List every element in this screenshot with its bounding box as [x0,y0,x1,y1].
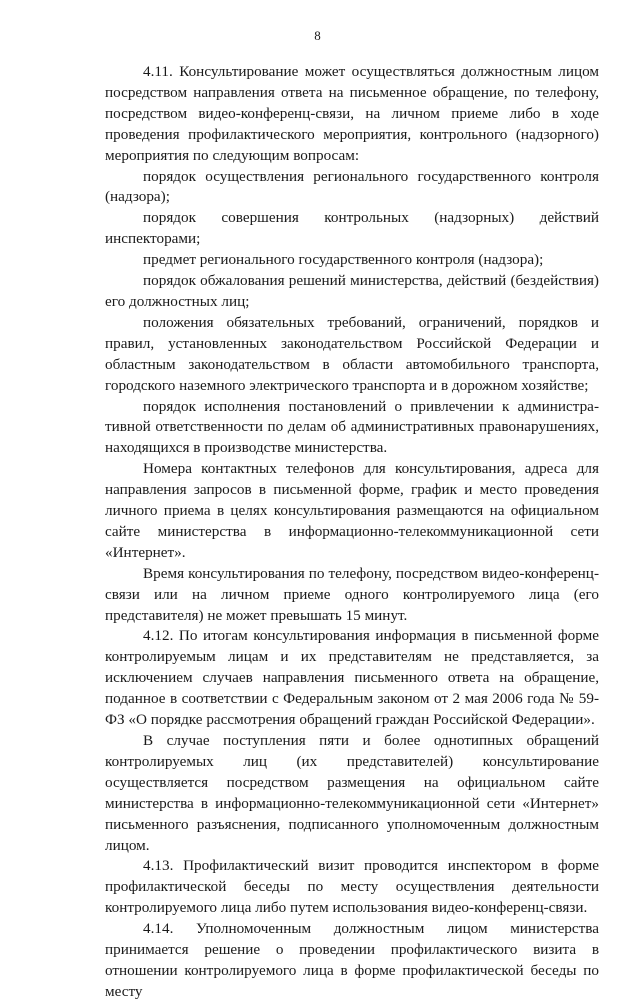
list-item-appeal-procedure: порядок обжалования решений министерства, действий (бездействия) его должностных лиц; [105,272,599,310]
list-item-control-subject: предмет регионального государственного контроля (надзора); [143,251,544,269]
list-item-mandatory-requirements: положения обязательных требований, ограничений, порядков и правил, установленных законодательством Российской Федерации и областным законодательством в области автомобильного транспорта, городского наземного электрического транспорта и в дорожном хозяйстве; [105,313,599,394]
paragraph-4-14: 4.14. Уполномоченным должностным лицом министерства принимается решение о проведении профилактического визита в отношении контролируемого лица в форме профилактической беседы по месту [105,920,599,1000]
paragraph-4-11: 4.11. Консультирование может осуществляться должностным лицом посредством направления ответа на письменное обращение, по телефону, посредством видео-конференц-связи, на личном приеме либо в ходе проведения профилактического мероприятия, контрольного (надзорного) мероприятия по следующим вопросам: [105,63,599,164]
list-item-execution-procedure: порядок исполнения постановлений о привлечении к административной ответственности по делам об административных правонарушениях, находящихся в производстве министерства. [105,397,599,457]
document-body [105,62,599,1003]
paragraph-consultation-time: Время консультирования по телефону, посредством видео-конференц-связи или на личном приеме одного контролируемого лица (его представителя) не может превышать 15 минут. [105,564,599,624]
list-item-actions-procedure: порядок совершения контрольных (надзорных) действий инспекторами; [105,209,599,248]
paragraph-4-13: 4.13. Профилактический визит проводится инспектором в форме профилактической беседы по месту осуществления деятельности контролируемого лица либо путем использования видео-конференц-связи. [105,857,599,917]
list-item-control-procedure: порядок осуществления регионального государственного контроля (надзора); [105,167,599,206]
page-number: 8 [314,28,321,43]
paragraph-contact-numbers: Номера контактных телефонов для консультирования, адреса для направления запросов в письменной форме, график и место проведения личного приема в целях консультирования размещаются на официальном сайте министерства в информационно-телекоммуникационной сети «Интернет». [105,460,599,561]
paragraph-4-12: 4.12. По итогам консультирования информация в письменной форме контролируемым лицам и их представителям не представляется, за исключением случаев направления письменного ответа на обращение, поданное в соответствии с Федеральным законом от 2 мая 2006 года № 59-ФЗ «О порядке рассмотрения обращений граждан Российской Федерации». [105,627,599,729]
paragraph-similar-requests: В случае поступления пяти и более однотипных обращений контролируемых лиц (их представителей) консультирование осуществляется посредством размещения на официальном сайте министерства в информационно-телекоммуникационной сети «Интернет» письменного разъяснения, подписанного уполномоченным должностным лицом. [105,732,599,854]
